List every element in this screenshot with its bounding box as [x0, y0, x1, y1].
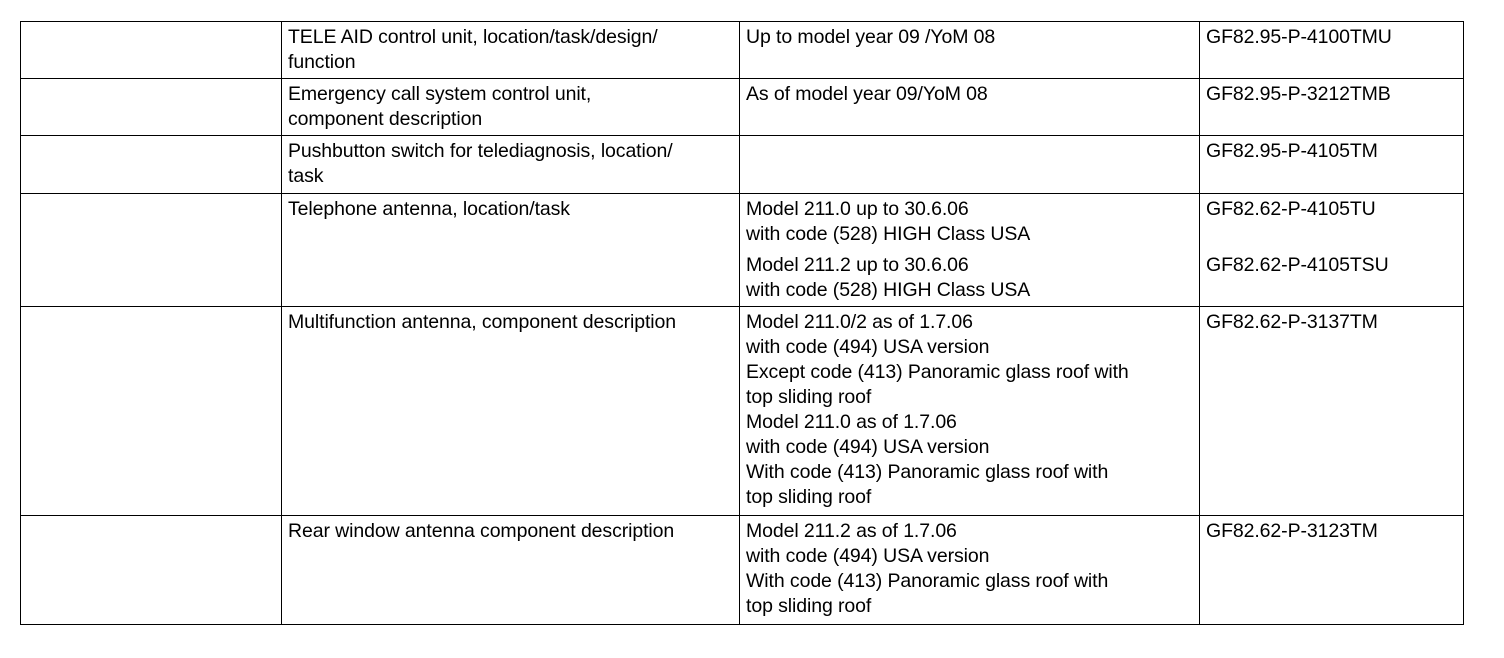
validity-cell — [740, 194, 1200, 307]
document-code-cell — [1200, 136, 1464, 194]
validity-line: with code (528) HIGH Class USA — [746, 279, 1031, 301]
document-code: GF82.62-P-3137TM — [1206, 311, 1378, 333]
document-code: GF82.62-P-4105TSU — [1206, 254, 1389, 276]
description-line: Rear window antenna component description — [288, 520, 675, 542]
blank-cell — [21, 136, 282, 194]
validity-line: top sliding roof — [746, 386, 872, 408]
table-row — [21, 307, 1464, 516]
validity-cell — [740, 22, 1200, 79]
document-code-cell — [1200, 22, 1464, 79]
validity-line: With code (413) Panoramic glass roof with — [746, 570, 1109, 592]
validity-line: As of model year 09/YoM 08 — [746, 83, 988, 105]
blank-cell — [21, 22, 282, 79]
document-code: GF82.95-P-3212TMB — [1206, 83, 1391, 105]
description-cell — [282, 194, 740, 307]
document-code-cell — [1200, 194, 1464, 307]
validity-cell — [740, 136, 1200, 194]
description-line: component description — [288, 108, 483, 130]
document-code-cell — [1200, 307, 1464, 516]
validity-line: Model 211.0 up to 30.6.06 — [746, 198, 969, 220]
description-line: Pushbutton switch for telediagnosis, location/ — [288, 140, 673, 162]
blank-cell — [21, 194, 282, 307]
table-row — [21, 136, 1464, 194]
table-row — [21, 194, 1464, 307]
description-line: Multifunction antenna, component description — [288, 311, 677, 333]
validity-line: with code (494) USA version — [746, 545, 990, 567]
description-line: function — [288, 51, 356, 73]
document-code: GF82.95-P-4105TM — [1206, 140, 1378, 162]
description-line: Emergency call system control unit, — [288, 83, 592, 105]
validity-line: Model 211.0 as of 1.7.06 — [746, 411, 957, 433]
description-cell — [282, 516, 740, 625]
spacer — [1206, 222, 1457, 253]
description-line: Telephone antenna, location/task — [288, 198, 570, 220]
validity-line: With code (413) Panoramic glass roof with — [746, 461, 1109, 483]
table-row — [21, 22, 1464, 79]
description-cell — [282, 136, 740, 194]
table-row — [21, 79, 1464, 136]
validity-cell — [740, 79, 1200, 136]
validity-line: Model 211.2 as of 1.7.06 — [746, 520, 957, 542]
validity-line: with code (494) USA version — [746, 336, 990, 358]
blank-cell — [21, 307, 282, 516]
document-code: GF82.62-P-4105TU — [1206, 198, 1376, 220]
document-code-cell — [1200, 79, 1464, 136]
validity-line: with code (528) HIGH Class USA — [746, 223, 1031, 245]
document-code: GF82.95-P-4100TMU — [1206, 26, 1392, 48]
blank-cell — [21, 516, 282, 625]
blank-cell — [21, 79, 282, 136]
description-cell — [282, 22, 740, 79]
validity-cell — [740, 516, 1200, 625]
document-code-cell — [1200, 516, 1464, 625]
document-reference-table — [20, 21, 1464, 625]
validity-line: Up to model year 09 /YoM 08 — [746, 26, 996, 48]
validity-line: Model 211.2 up to 30.6.06 — [746, 254, 969, 276]
validity-cell — [740, 307, 1200, 516]
validity-line: Model 211.0/2 as of 1.7.06 — [746, 311, 973, 333]
validity-line: top sliding roof — [746, 595, 872, 617]
description-cell — [282, 307, 740, 516]
description-cell — [282, 79, 740, 136]
description-line: TELE AID control unit, location/task/design/ — [288, 26, 658, 48]
table-row — [21, 516, 1464, 625]
validity-line: with code (494) USA version — [746, 436, 990, 458]
document-code: GF82.62-P-3123TM — [1206, 520, 1378, 542]
validity-line: top sliding roof — [746, 486, 872, 508]
validity-line: Except code (413) Panoramic glass roof with — [746, 361, 1129, 383]
description-line: task — [288, 165, 324, 187]
